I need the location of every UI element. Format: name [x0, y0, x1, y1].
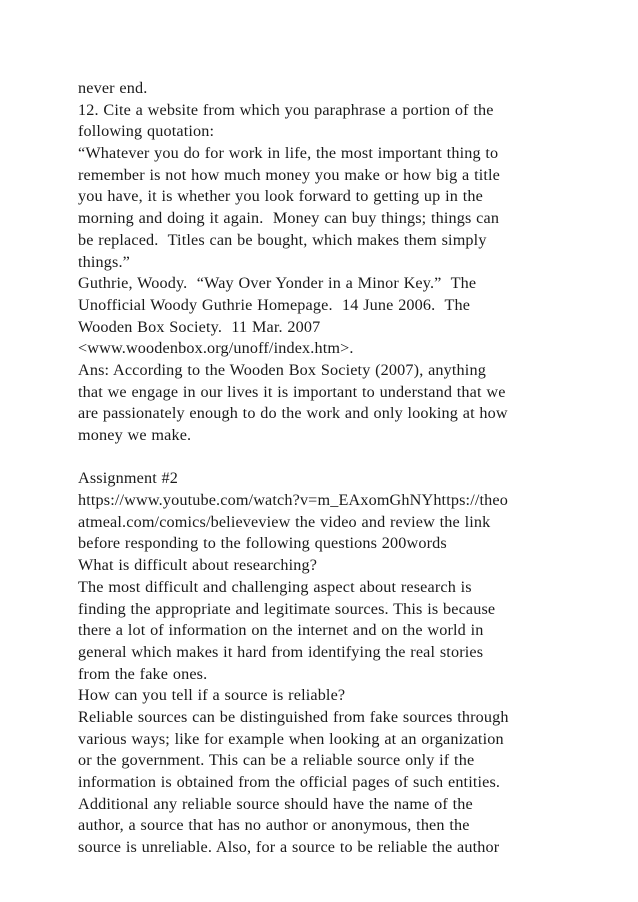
question-difficult-line: What is difficult about researching?: [78, 556, 318, 575]
citation-line: Guthrie, Woody. “Way Over Yonder in a Minor Key.” The: [78, 274, 477, 293]
answer-line: are passionately enough to do the work and only looking at how: [78, 404, 508, 423]
quotation-line: things.”: [78, 252, 131, 271]
assignment-instruction-line: before responding to the following questions 200words: [78, 534, 447, 553]
question-12-line: 12. Cite a website from which you paraphrase a portion of the: [78, 100, 494, 119]
answer-line: author, a source that has no author or anonymous, then the: [78, 816, 470, 835]
quotation-line: you have, it is whether you look forward to getting up in the: [78, 187, 483, 206]
answer-line: from the fake ones.: [78, 664, 208, 683]
citation-line: Unofficial Woody Guthrie Homepage. 14 June 2006. The: [78, 295, 471, 314]
question-reliable-line: How can you tell if a source is reliable?: [78, 686, 346, 705]
quotation-line: remember is not how much money you make or how big a title: [78, 165, 500, 184]
answer-line: that we engage in our lives it is important to understand that we: [78, 382, 506, 401]
answer-line: or the government. This can be a reliable source only if the: [78, 751, 475, 770]
answer-line: various ways; like for example when looking at an organization: [78, 729, 504, 748]
quotation-line: be replaced. Titles can be bought, which makes them simply: [78, 230, 487, 249]
citation-line: Wooden Box Society. 11 Mar. 2007: [78, 317, 321, 336]
answer-line: information is obtained from the official pages of such entities.: [78, 773, 501, 791]
answer-line: money we make.: [78, 426, 192, 444]
quotation-line: “Whatever you do for work in life, the most important thing to: [78, 144, 499, 163]
text-line: following quotation:: [78, 122, 215, 141]
assignment-url-line: https://www.youtube.com/watch?v=m_EAxomGhNYhttps://theo: [78, 491, 508, 510]
answer-line: The most difficult and challenging aspect about research is: [78, 577, 472, 596]
answer-line: Additional any reliable source should have the name of the: [78, 794, 473, 813]
answer-line: general which makes it hard from identifying the real stories: [78, 642, 484, 661]
citation-url-line: <www.woodenbox.org/unoff/index.htm>.: [78, 339, 354, 358]
text-line: never end.: [78, 79, 148, 97]
answer-line: Ans: According to the Wooden Box Society (2007), anything: [78, 360, 486, 379]
answer-line: source is unreliable. Also, for a source to be reliable the author: [78, 838, 500, 857]
answer-line: Reliable sources can be distinguished from fake sources through: [78, 707, 509, 726]
quotation-line: morning and doing it again. Money can buy things; things can: [78, 209, 500, 228]
answer-line: finding the appropriate and legitimate sources. This is because: [78, 599, 496, 618]
document-text: [78, 78, 598, 859]
assignment-heading: Assignment #2: [78, 469, 179, 488]
blank-line: [78, 447, 598, 469]
answer-line: there a lot of information on the internet and on the world in: [78, 621, 484, 640]
assignment-url-line: atmeal.com/comics/believeview the video and review the link: [78, 512, 491, 531]
